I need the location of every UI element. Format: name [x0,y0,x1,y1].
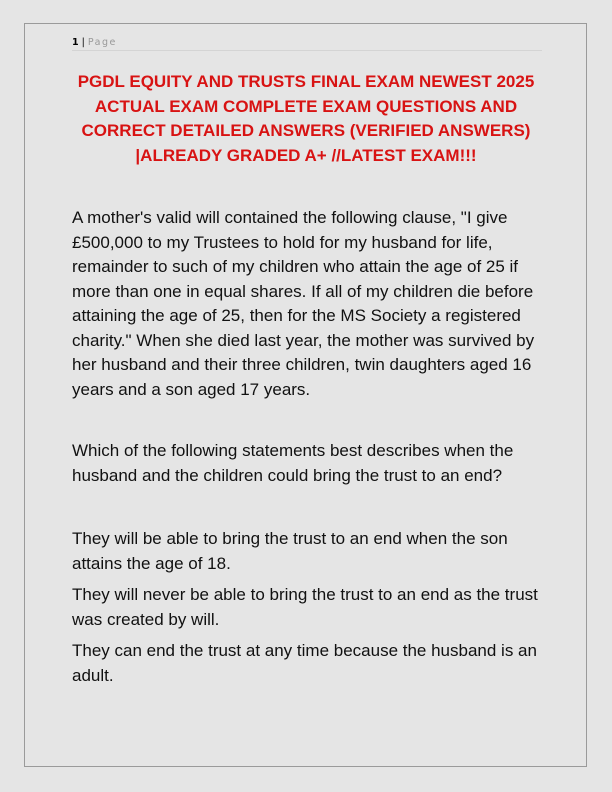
answer-option-3: They can end the trust at any time because the husband is an adult. [72,641,537,685]
answer-option-1: They will be able to bring the trust to an end when the son attains the age of 18. [72,529,508,573]
page-label: Page [87,37,117,48]
page-header [72,36,542,51]
question-scenario: A mother's valid will contained the following clause, "I give £500,000 to my Trustees to hold for my husband for life, remainder to such of my children who attain the age of 25 if more than one in equal shares. If all of my children die before attaining the age of 25, then for the MS Society a registered charity." When she died last year, the mother was survived by her husband and their three children, twin daughters aged 16 years and a son aged 17 years. [72,208,535,399]
document-title: PGDL EQUITY AND TRUSTS FINAL EXAM NEWEST 2025 ACTUAL EXAM COMPLETE EXAM QUESTIONS AND CORRECT DETAILED ANSWERS (VERIFIED ANSWERS) |ALREADY GRADED A+ //LATEST EXAM!!! [77,72,535,165]
page-number: 1 [72,37,79,48]
question-prompt: Which of the following statements best describes when the husband and the children could bring the trust to an end? [72,441,514,485]
answer-option-2: They will never be able to bring the trust to an end as the trust was created by will. [72,585,538,629]
page-separator: | [81,37,85,48]
